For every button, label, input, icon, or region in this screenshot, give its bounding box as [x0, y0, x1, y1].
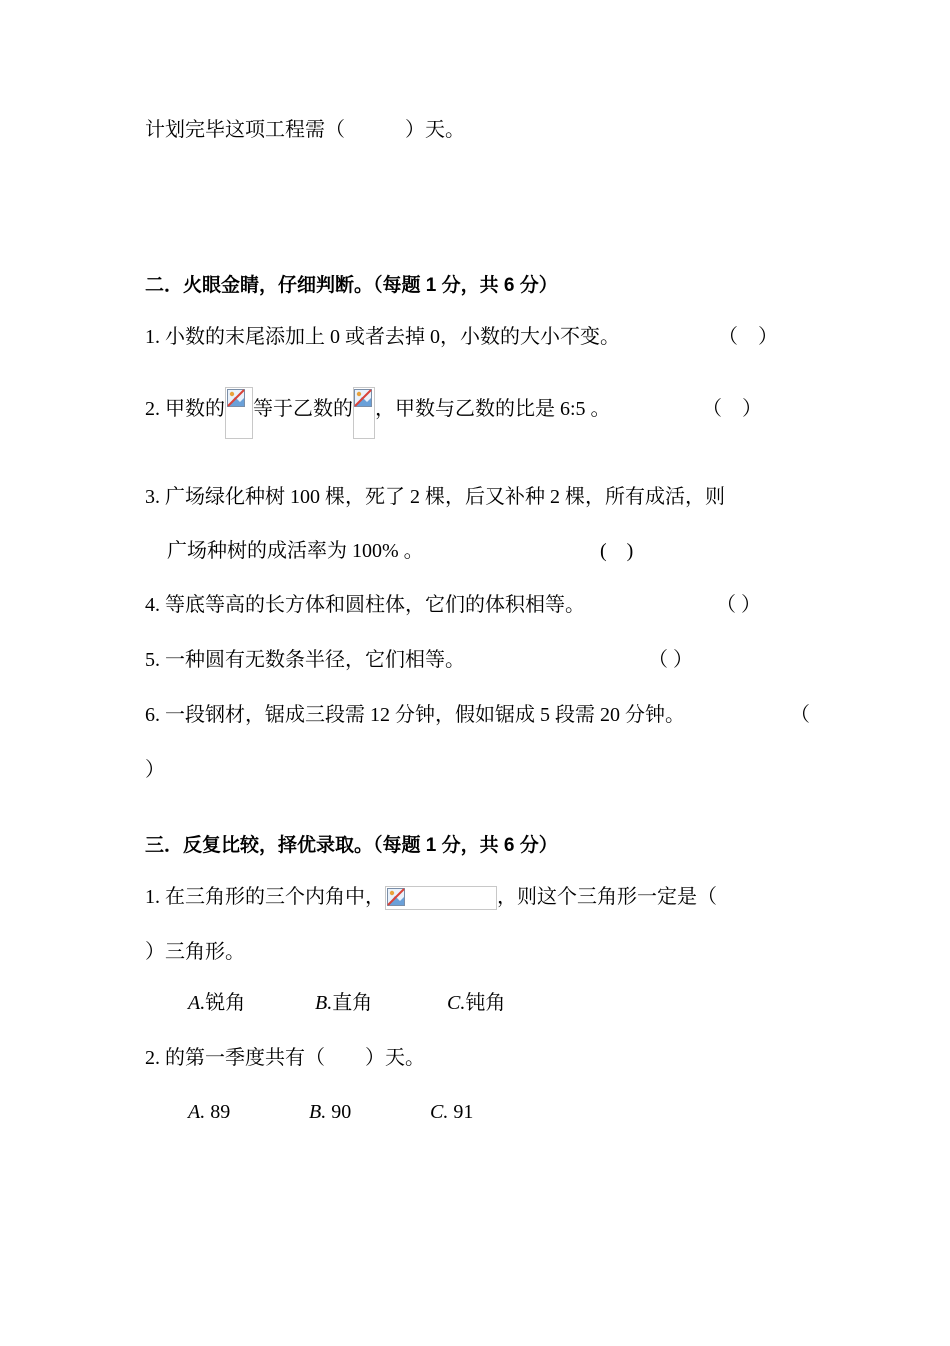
judge-q3-line2: 广场种树的成活率为 100% 。 — [167, 540, 424, 562]
judge-q2 — [145, 395, 611, 447]
angle-condition-image — [385, 886, 497, 910]
judge-q4-answer-paren: （ ） — [716, 594, 761, 616]
option-text: 直角 — [332, 992, 373, 1014]
judge-q1-answer-paren: （ ） — [718, 326, 778, 348]
option-text: 90 — [326, 1101, 352, 1123]
option-letter: C. — [430, 1101, 449, 1123]
choice-q2-option-c — [430, 1098, 473, 1126]
option-text: 89 — [205, 1101, 231, 1123]
broken-image-icon — [387, 888, 405, 906]
judge-q5-answer-paren: （ ） — [648, 649, 693, 671]
fraction-image — [225, 395, 253, 447]
judge-q4: 4. 等底等高的长方体和圆柱体，它们的体积相等。 — [145, 594, 585, 616]
choice-q2-option-a — [188, 1098, 230, 1126]
judge-q1: 1. 小数的末尾添加上 0 或者去掉 0，小数的大小不变。 — [145, 326, 620, 348]
choice-q1-part1: 1. 在三角形的三个内角中， — [145, 886, 385, 908]
judge-q6-line1: 6. 一段钢材，锯成三段需 12 分钟，假如锯成 5 段需 20 分钟。 — [145, 704, 685, 726]
judge-q3-answer-paren: ( ) — [600, 540, 634, 562]
option-text: 锐角 — [205, 992, 246, 1014]
option-letter: B. — [309, 1101, 327, 1123]
judge-q2-part3: ，甲数与乙数的比是 6:5 。 — [375, 398, 611, 420]
choice-q1-option-b — [315, 989, 372, 1017]
choice-q1-part2: ，则这个三角形一定是（ — [497, 886, 717, 908]
broken-image-icon — [354, 389, 372, 407]
option-letter: B. — [315, 992, 333, 1014]
judge-q5: 5. 一种圆有无数条半径，它们相等。 — [145, 649, 465, 671]
judge-q2-part1: 2. 甲数的 — [145, 398, 225, 420]
question-tail: 计划完毕这项工程需（ ）天。 — [145, 119, 465, 141]
option-text: 91 — [448, 1101, 474, 1123]
judge-q3-line1: 3. 广场绿化种树 100 棵，死了 2 棵，后又补种 2 棵，所有成活，则 — [145, 486, 725, 508]
fraction-image — [353, 395, 375, 447]
judge-q6-paren-open: （ — [790, 704, 810, 726]
choice-q1-option-a — [188, 989, 245, 1017]
option-letter: A. — [188, 1101, 206, 1123]
choice-q2: 2. 的第一季度共有（ ）天。 — [145, 1047, 425, 1069]
option-letter: A. — [188, 992, 206, 1014]
option-letter: C. — [447, 992, 466, 1014]
judge-q6-line2: ） — [145, 759, 165, 781]
broken-image-icon — [227, 389, 245, 407]
choice-q2-option-b — [309, 1098, 351, 1126]
judge-q2-answer-paren: （ ） — [702, 398, 762, 420]
section-3-heading: 三．反复比较，择优录取。（每题 1 分，共 6 分） — [145, 835, 558, 856]
choice-q1-line1 — [145, 883, 717, 911]
choice-q1-line2: ）三角形。 — [145, 941, 245, 963]
option-text: 钝角 — [465, 992, 506, 1014]
section-2-heading: 二．火眼金睛，仔细判断。（每题 1 分，共 6 分） — [145, 275, 558, 296]
choice-q1-option-c — [447, 989, 505, 1017]
judge-q2-part2: 等于乙数的 — [253, 398, 353, 420]
